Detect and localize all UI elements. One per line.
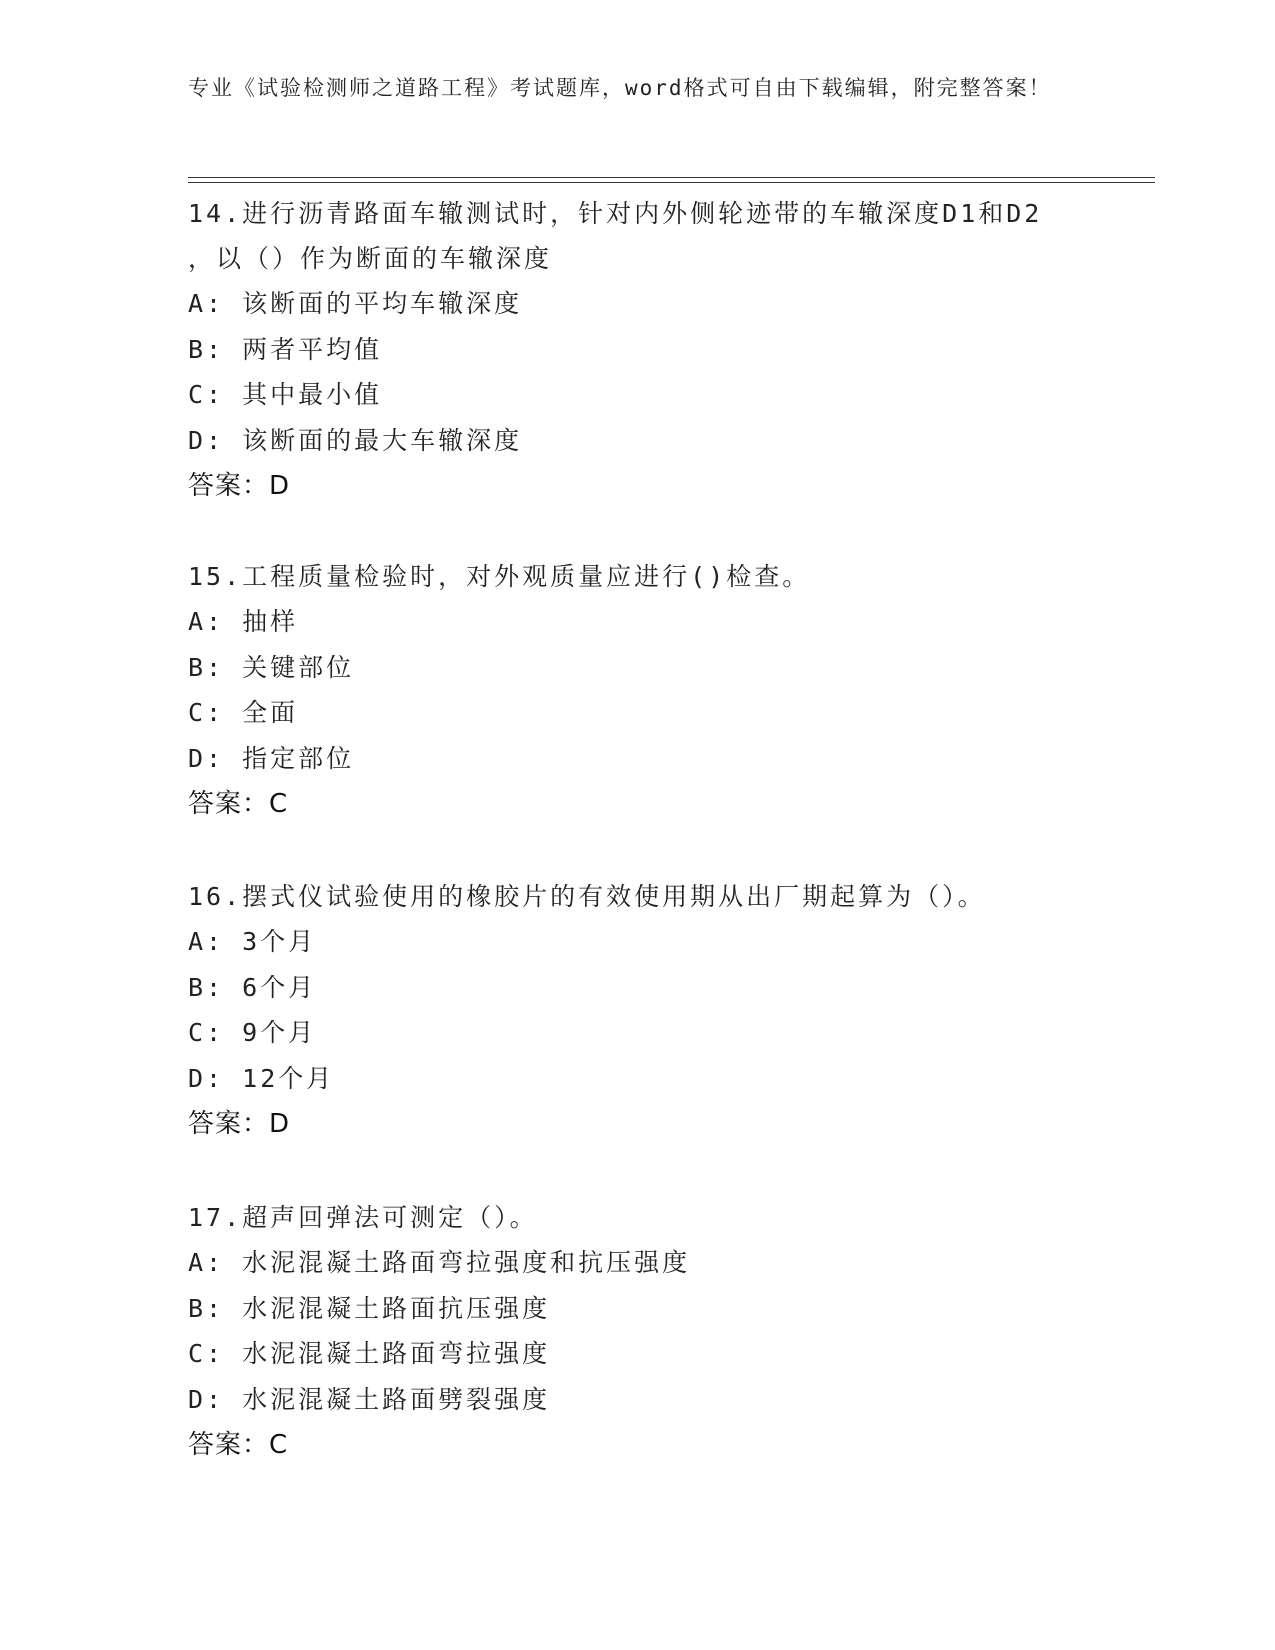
option-c: C: 全面 bbox=[188, 698, 299, 727]
document-header: 专业《试验检测师之道路工程》考试题库，word格式可自由下载编辑，附完整答案！ bbox=[188, 76, 1052, 100]
header-divider-bottom bbox=[188, 182, 1155, 183]
header-divider-top bbox=[188, 177, 1155, 178]
option-d: D: 12个月 bbox=[188, 1063, 335, 1093]
option-b: B: 关键部位 bbox=[188, 652, 355, 682]
option-a: A: 3个月 bbox=[188, 927, 317, 956]
question-16 bbox=[188, 874, 1088, 1147]
option-b: B: 水泥混凝土路面抗压强度 bbox=[188, 1293, 551, 1323]
answer: 答案：C bbox=[188, 789, 289, 819]
question-15 bbox=[188, 554, 1088, 827]
question-stem: 16.摆式仪试验使用的橡胶片的有效使用期从出厂期起算为（）。 bbox=[188, 882, 986, 911]
answer: 答案：D bbox=[188, 471, 291, 501]
option-a: A: 水泥混凝土路面弯拉强度和抗压强度 bbox=[188, 1248, 691, 1277]
option-c: C: 9个月 bbox=[188, 1018, 317, 1047]
option-a: A: 抽样 bbox=[188, 607, 299, 636]
question-stem-line2: ，以（）作为断面的车辙深度 bbox=[188, 244, 553, 273]
question-stem-line1: 14.进行沥青路面车辙测试时，针对内外侧轮迹带的车辙深度D1和D2 bbox=[188, 199, 1043, 228]
option-b: B: 两者平均值 bbox=[188, 334, 383, 364]
option-a: A: 该断面的平均车辙深度 bbox=[188, 289, 523, 318]
question-stem: 15.工程质量检验时，对外观质量应进行()检查。 bbox=[188, 562, 811, 591]
answer: 答案：D bbox=[188, 1109, 291, 1139]
option-d: D: 该断面的最大车辙深度 bbox=[188, 425, 523, 455]
option-b: B: 6个月 bbox=[188, 972, 317, 1002]
question-14 bbox=[188, 191, 1088, 509]
option-d: D: 水泥混凝土路面劈裂强度 bbox=[188, 1384, 551, 1414]
option-c: C: 水泥混凝土路面弯拉强度 bbox=[188, 1339, 551, 1368]
question-17 bbox=[188, 1195, 1088, 1468]
answer: 答案：C bbox=[188, 1430, 289, 1460]
option-d: D: 指定部位 bbox=[188, 743, 355, 773]
question-stem: 17.超声回弹法可测定（）。 bbox=[188, 1203, 538, 1232]
option-c: C: 其中最小值 bbox=[188, 380, 383, 409]
